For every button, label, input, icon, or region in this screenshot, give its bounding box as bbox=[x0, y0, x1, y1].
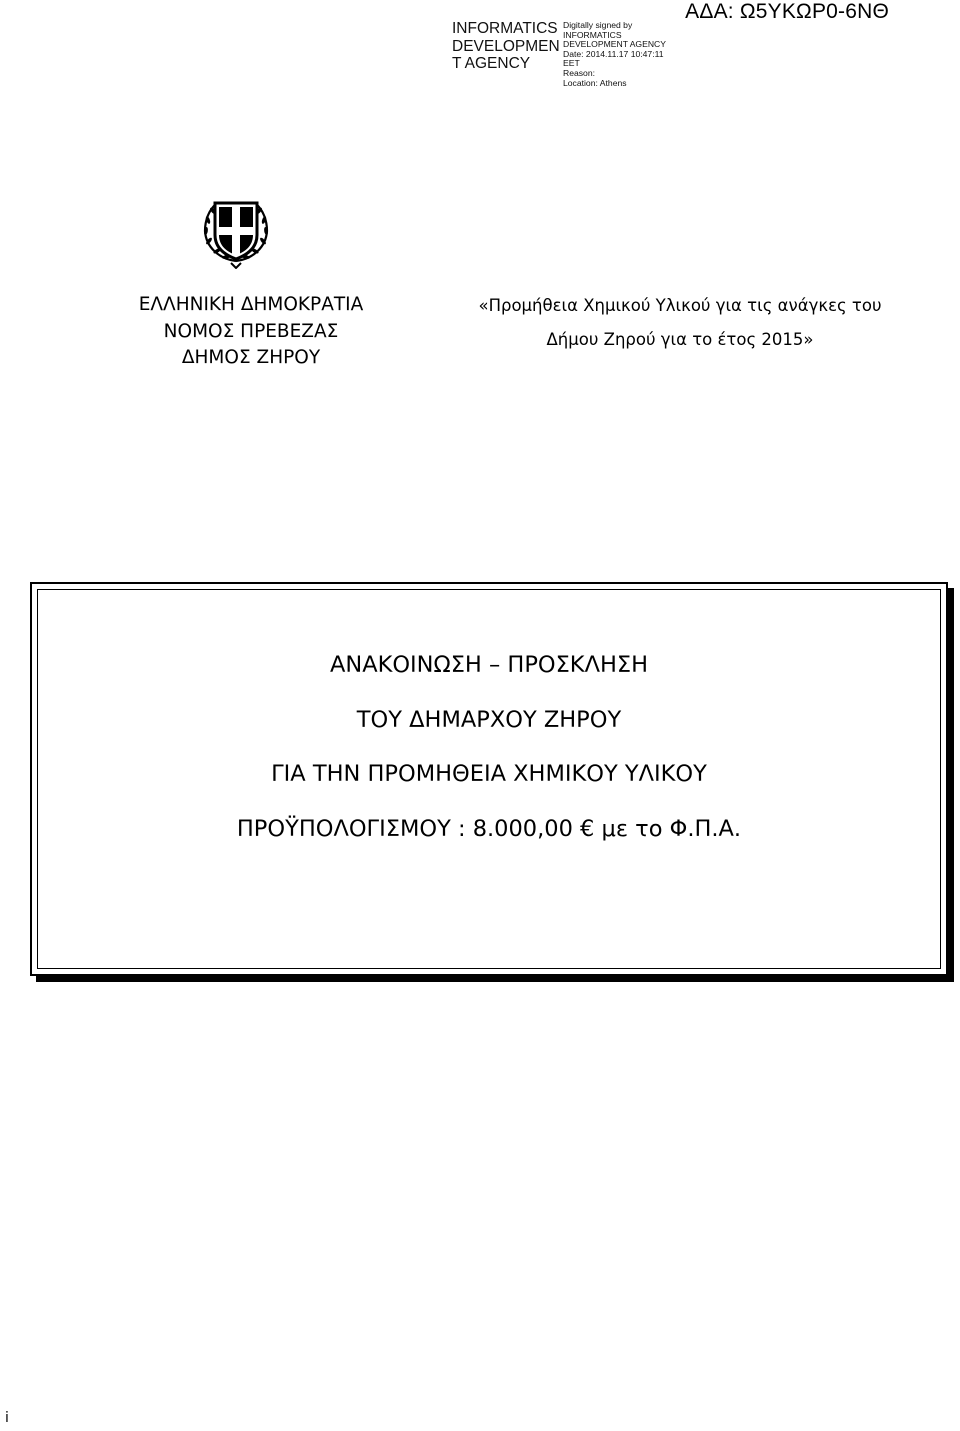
signer-name-line: DEVELOPMEN bbox=[452, 37, 560, 55]
announcement-subject: ΓΙΑ ΤΗΝ ΠΡΟΜΗΘΕΙΑ ΧΗΜΙΚΟΥ ΥΛΙΚΟΥ bbox=[271, 761, 707, 787]
signer-name-line: T AGENCY bbox=[452, 55, 531, 72]
announcement-text bbox=[32, 638, 946, 856]
subject-heading bbox=[470, 289, 890, 357]
municipality-name: ΔΗΜΟΣ ΖΗΡΟΥ bbox=[181, 347, 321, 368]
signer-name-line: INFORMATICS bbox=[452, 20, 558, 37]
announcement-title: ΑΝΑΚΟΙΝΩΣΗ – ΠΡΟΣΚΛΗΣΗ bbox=[329, 652, 649, 678]
announcement-budget: ΠΡΟΫΠΟΛΟΓΙΣΜΟΥ : 8.000,00 € με το Φ.Π.Α. bbox=[236, 815, 742, 842]
signature-details bbox=[563, 21, 693, 88]
greek-coat-of-arms-icon bbox=[199, 195, 273, 269]
signature-detail-line: Digitally signed by bbox=[563, 20, 633, 30]
issuing-authority bbox=[86, 292, 416, 372]
prefecture-name: ΝΟΜΟΣ ΠΡΕΒΕΖΑΣ bbox=[163, 320, 339, 342]
signature-detail-line: INFORMATICS bbox=[563, 29, 622, 40]
country-name: ΕΛΛΗΝΙΚΗ ΔΗΜΟΚΡΑΤΙΑ bbox=[138, 294, 364, 315]
signature-detail-line: DEVELOPMENT AGENCY bbox=[563, 39, 666, 50]
signature-reason-line: Reason: bbox=[563, 67, 596, 78]
signature-location-line: Location: Athens bbox=[563, 77, 627, 88]
subject-line: «Προμήθεια Χημικού Υλικού για τις ανάγκες του bbox=[478, 296, 882, 315]
announcement-issuer: ΤΟΥ ΔΗΜΑΡΧΟΥ ΖΗΡΟΥ bbox=[356, 706, 622, 733]
footer-mark: i bbox=[5, 1410, 9, 1426]
announcement-box bbox=[30, 582, 948, 976]
signer-name-block bbox=[452, 20, 560, 73]
signature-date-line: Date: 2014.11.17 10:47:11 bbox=[563, 48, 664, 59]
subject-line: Δήμου Ζηρού για το έτος 2015» bbox=[546, 330, 814, 349]
ada-code: ΑΔΑ: Ω5ΥΚΩΡ0-6ΝΘ bbox=[685, 0, 889, 23]
signature-detail-line: EET bbox=[563, 58, 580, 69]
